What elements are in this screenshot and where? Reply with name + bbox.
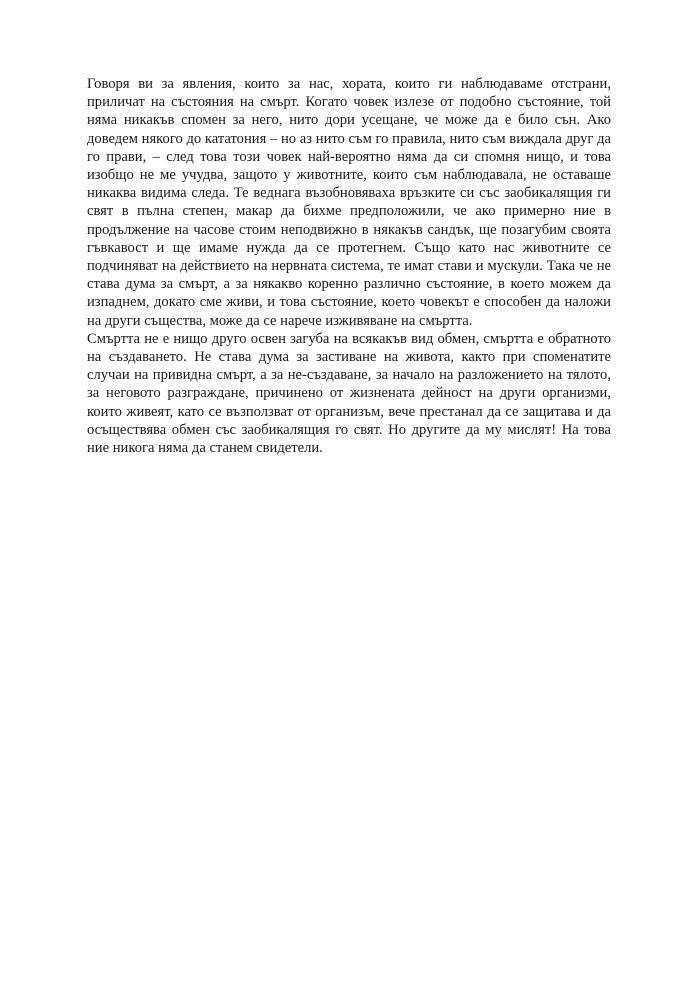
paragraph-2: Смъртта не е нищо друго освен загуба на всякакъв вид обмен, смъртта е обратното на създаването. Не става дума за застиване на живота, както при споменатите случаи на привидна смърт, а за не-създаване, за начало на разложението на тялото, за неговото разграждане, причинено от жизнената дейност на други организми, които живеят, като се възползват от организъм, вече престанал да се защитава и да осъществява обмен със заобикалящия го свят. Но другите да му мислят! На това ние никога няма да станем свидетели. (87, 330, 611, 457)
paragraph-1: Говоря ви за явления, които за нас, хората, които ги наблюдаваме отстрани, приличат на състояния на смърт. Когато човек излезе от подобно състояние, той няма никакъв спомен за него, нито дори усещане, че може да е било сън. Ако доведем някого до кататония – но аз нито съм го правила, нито съм виждала друг да го прави, – след това този човек най-вероятно няма да си спомня нищо, и това изобщо не ме учудва, защото у животните, които съм наблюдавала, не оставаше никаква видима следа. Те веднага възобновяваха връзките си със заобикалящия ги свят в пълна степен, макар да бихме предположили, че ако примерно ние в продължение на часове стоим неподвижно в някакъв сандък, ще позагубим своята гъвкавост и ще имаме нужда да се протегнем. Също като нас животните се подчиняват на действието на нервната система, те имат стави и мускули. Така че не става дума за смърт, а за някакво коренно различно състояние, в което можем да изпаднем, докато сме живи, и това състояние, което човекът е способен да наложи на други същества, може да се нарече изживяване на смъртта. (87, 76, 611, 329)
body-text (87, 75, 611, 457)
